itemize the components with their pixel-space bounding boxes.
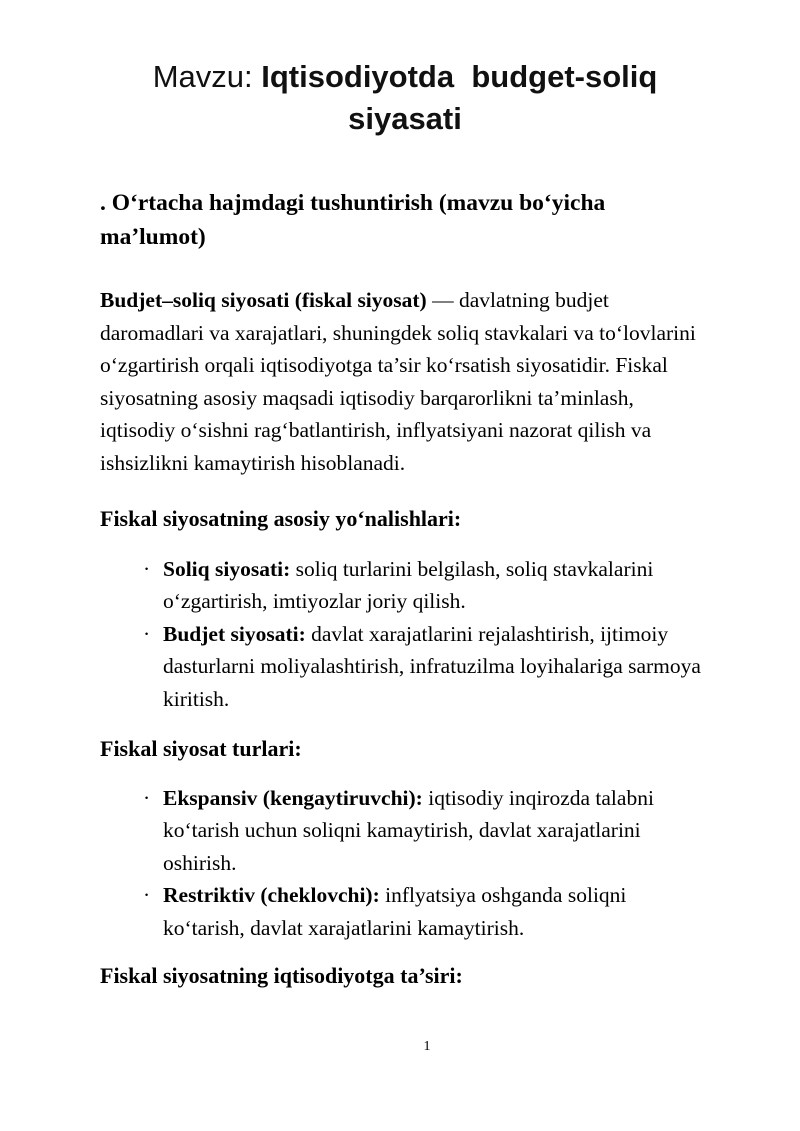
directions-list [100,553,710,716]
bullet-dot-icon: · [143,556,151,581]
list-item [143,618,710,716]
bullet-dot-icon: · [143,883,151,908]
list-item [143,553,710,618]
list-item-term: Budjet siyosati: [163,621,306,646]
list-item-term: Soliq siyosati: [163,556,291,581]
section-heading-types: Fiskal siyosat turlari: [100,735,302,761]
section-heading-impact: Fiskal siyosatning iqtisodiyotga ta’siri: [100,962,463,988]
page-title [100,56,710,140]
section-heading-directions: Fiskal siyosatning asosiy yo‘nalishlari: [100,505,462,531]
definition-term: Budjet–soliq siyosati (fiskal siyosat) [100,288,427,312]
title-prefix: Mavzu: [152,59,262,94]
list-item-text: soliq turlarini belgilash, soliq stavkalarini o‘zgartirish, imtiyozlar joriy qilish. [163,556,654,614]
definition-text: — davlatning budjet daromadlari va xarajatlari, shuningdek soliq stavkalari va to‘lovlarini o‘zgartirish orqali iqtisodiyotga ta’sir ko‘rsatish siyosatidir. Fiskal siyosatning asosiy maqsadi iqtisodiy barqarorlikni ta’minlash, iqtisodiy o‘sishni rag‘batlantirish, inflyatsiyani nazorat qilish va ishsizlikni kamaytirish hisoblanadi. [100,288,696,475]
list-item-term: Restriktiv (cheklovchi): [163,883,380,908]
title-bold-line2: siyasati [348,101,462,136]
intro-heading: . O‘rtacha hajmdagi tushuntirish (mavzu bo‘yicha ma’lumot) [100,190,606,250]
page-number: 1 [423,1039,431,1054]
list-item [143,782,710,880]
title-bold-line1: Iqtisodiyotda budget-soliq [261,59,658,94]
list-item-text: davlat xarajatlarini rejalashtirish, ijtimoiy dasturlarni moliyalashtirish, infratuzilma loyihalariga sarmoya kiritish. [163,621,701,711]
list-item [143,879,710,944]
bullet-dot-icon: · [143,785,151,810]
definition-paragraph [100,284,710,480]
list-item-text: inflyatsiya oshganda soliqni ko‘tarish, davlat xarajatlarini kamaytirish. [163,883,627,940]
types-list [100,782,710,945]
bullet-dot-icon: · [143,621,151,646]
list-item-term: Ekspansiv (kengaytiruvchi): [163,785,423,810]
list-item-text: iqtisodiy inqirozda talabni ko‘tarish uchun soliqni kamaytirish, davlat xarajatlarini oshirish. [163,785,654,875]
